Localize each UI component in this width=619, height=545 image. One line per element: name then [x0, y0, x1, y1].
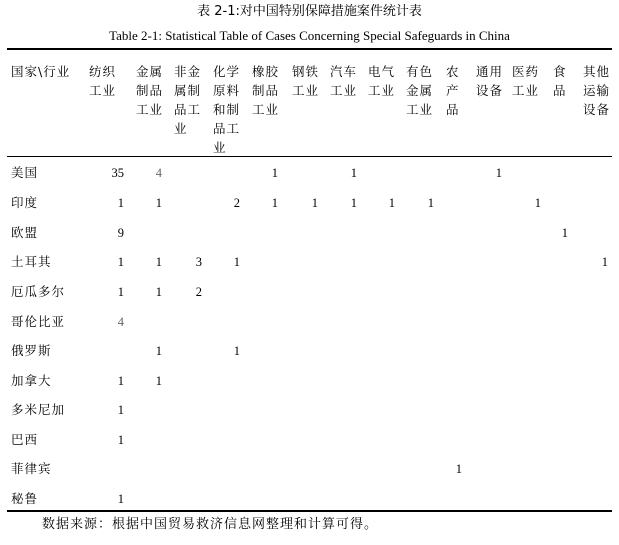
table-cell: 1	[233, 344, 240, 358]
row-country-label: 欧盟	[11, 225, 39, 240]
table-cell: 1	[601, 255, 608, 269]
table-cell: 4	[155, 166, 162, 180]
table-cell: 1	[427, 196, 434, 210]
table-cell: 1	[117, 196, 124, 210]
table-cell: 2	[233, 196, 240, 210]
table-cell: 1	[155, 255, 162, 269]
table-title-english: Table 2-1: Statistical Table of Cases Concerning Special Safeguards in China	[109, 28, 510, 43]
table-cell: 1	[155, 285, 162, 299]
table-cell: 1	[117, 374, 124, 388]
column-header: 汽车 工业	[330, 64, 358, 98]
table-cell: 2	[195, 285, 202, 299]
table-cell: 1	[388, 196, 395, 210]
table-cell: 1	[233, 255, 240, 269]
row-country-label: 哥伦比亚	[11, 314, 66, 329]
table-cell: 1	[117, 255, 124, 269]
table-cell: 1	[534, 196, 541, 210]
table-cell: 9	[117, 226, 124, 240]
table-cell: 35	[111, 166, 124, 180]
table-cell: 1	[271, 166, 278, 180]
row-country-label: 美国	[11, 165, 39, 180]
table-cell: 1	[155, 344, 162, 358]
column-header: 电气 工业	[368, 64, 396, 98]
table-cell: 1	[271, 196, 278, 210]
column-header: 化学 原料 和制 品工 业	[213, 64, 241, 155]
table-cell: 1	[117, 492, 124, 506]
table-cell: 1	[561, 226, 568, 240]
column-header: 国家\行业	[11, 64, 71, 79]
table-top-rule	[7, 48, 612, 50]
column-header: 医药 工业	[512, 64, 540, 98]
table-cell: 1	[455, 462, 462, 476]
row-country-label: 巴西	[11, 432, 39, 447]
row-country-label: 菲律宾	[11, 461, 52, 476]
table-cell: 1	[117, 403, 124, 417]
table-cell: 3	[195, 255, 202, 269]
row-country-label: 加拿大	[11, 373, 52, 388]
column-header: 钢铁 工业	[292, 64, 320, 98]
table-cell: 1	[155, 196, 162, 210]
table-cell: 1	[117, 433, 124, 447]
row-country-label: 多米尼加	[11, 402, 66, 417]
column-header: 非金 属制 品工 业	[174, 64, 202, 136]
table-header-rule	[7, 156, 612, 157]
table-cell: 1	[350, 166, 357, 180]
column-header: 其他 运输 设备	[583, 64, 611, 117]
table-title-chinese: 表 2-1:对中国特别保障措施案件统计表	[197, 4, 422, 19]
table-cell: 1	[155, 374, 162, 388]
column-header: 纺织 工业	[89, 64, 117, 98]
source-note: 数据来源：根据中国贸易救济信息网整理和计算可得。	[42, 517, 379, 532]
row-country-label: 俄罗斯	[11, 343, 52, 358]
column-header: 橡胶 制品 工业	[252, 64, 280, 117]
table-cell: 1	[117, 285, 124, 299]
column-header: 金属 制品 工业	[136, 64, 164, 117]
row-country-label: 厄瓜多尔	[11, 284, 66, 299]
column-header: 有色 金属 工业	[406, 64, 434, 117]
row-country-label: 土耳其	[11, 254, 52, 269]
row-country-label: 秘鲁	[11, 491, 39, 506]
table-cell: 4	[117, 315, 124, 329]
row-country-label: 印度	[11, 195, 39, 210]
column-header: 食 品	[553, 64, 567, 98]
table-cell: 1	[350, 196, 357, 210]
column-header: 农 产 品	[446, 64, 460, 117]
table-bottom-rule	[7, 510, 612, 512]
column-header: 通用 设备	[476, 64, 504, 98]
table-cell: 1	[311, 196, 318, 210]
table-cell: 1	[495, 166, 502, 180]
